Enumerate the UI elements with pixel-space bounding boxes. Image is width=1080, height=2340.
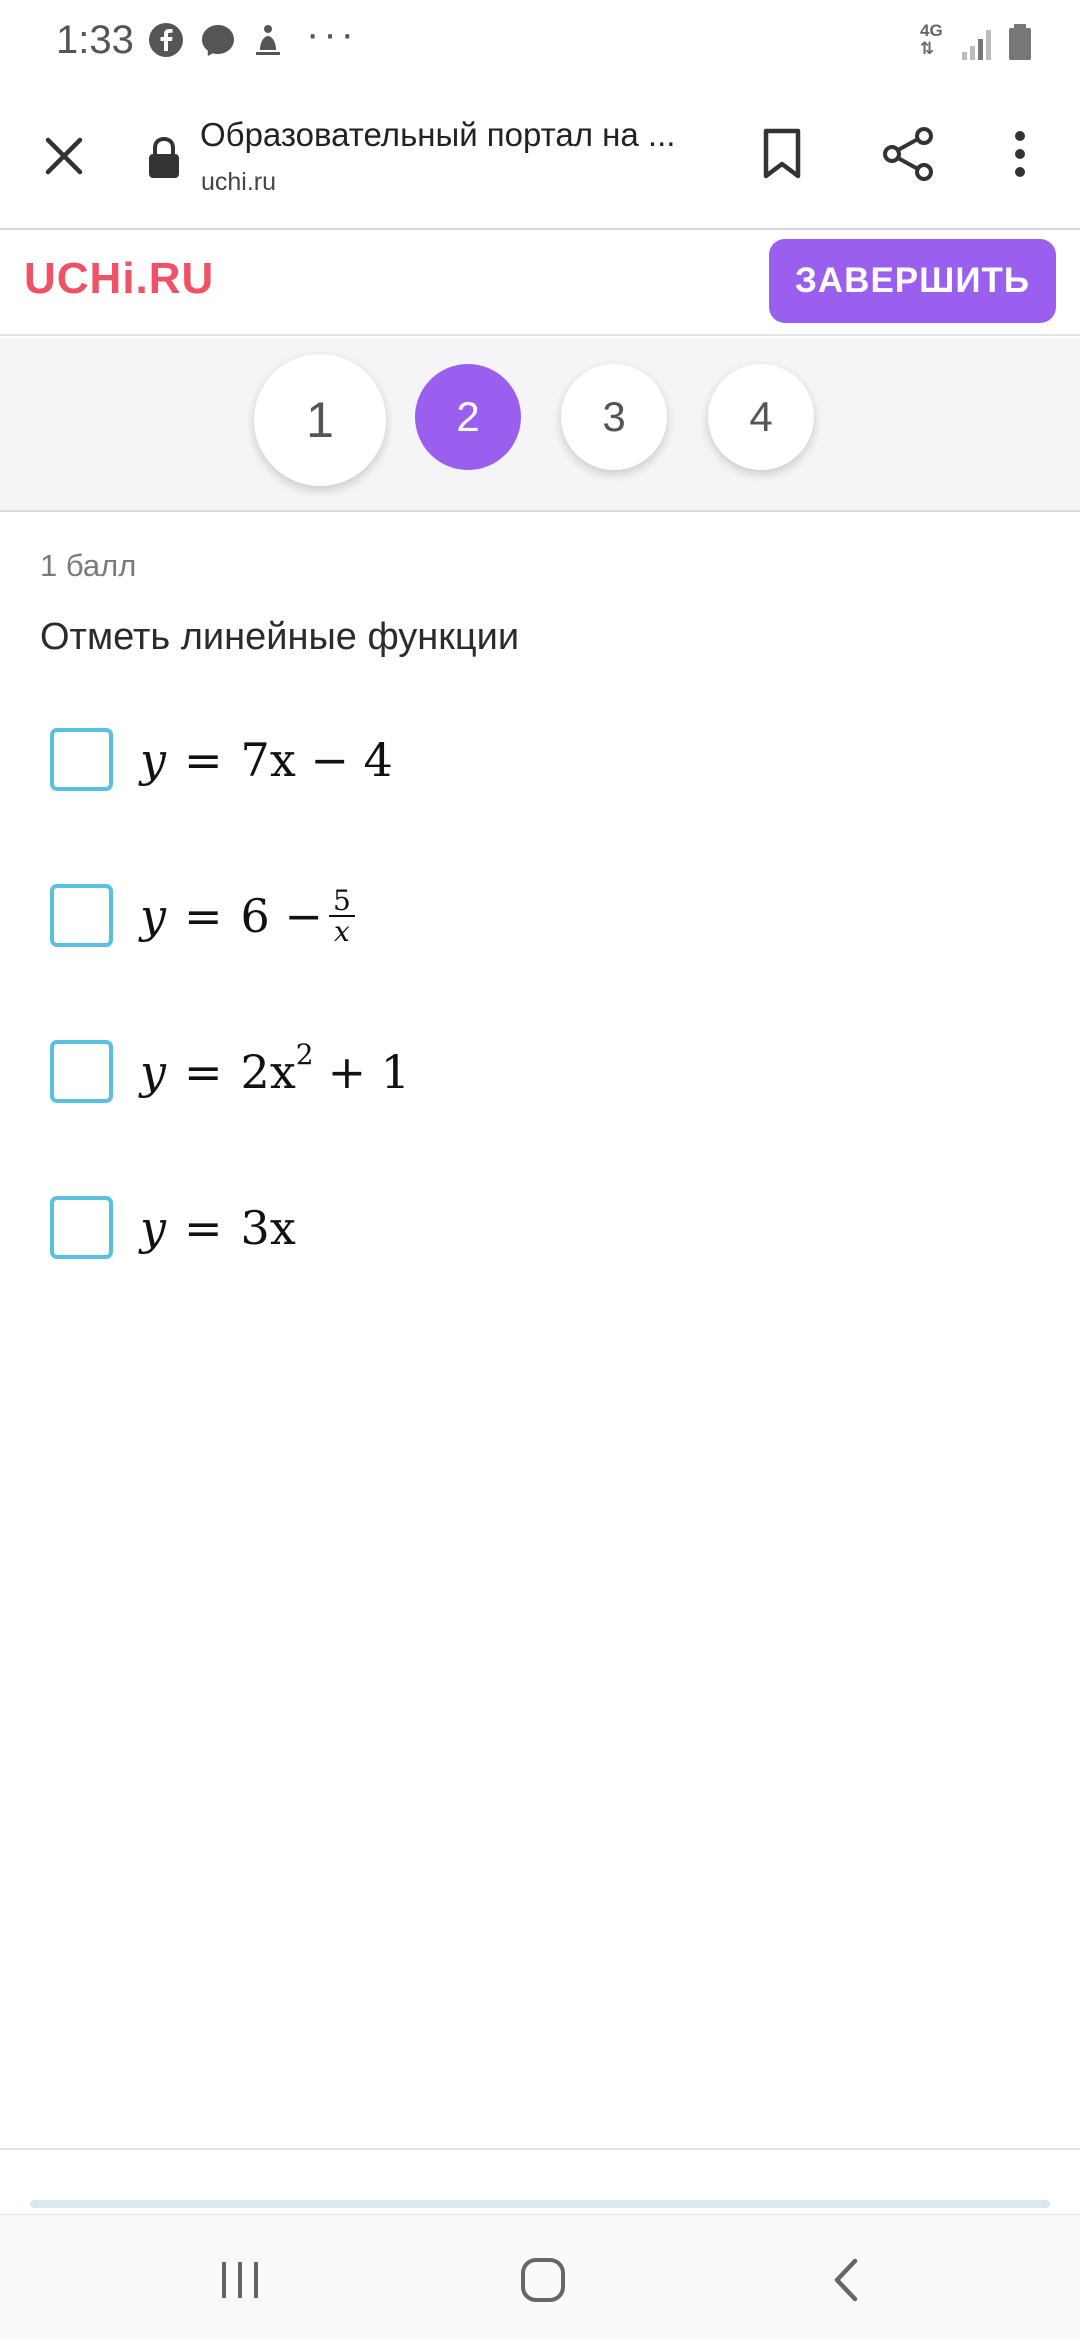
close-button[interactable]	[24, 116, 104, 196]
option-formula[interactable]: y = 6 − $\frac{5}{x}$	[140, 884, 355, 948]
page-url[interactable]: uchi.ru	[201, 168, 277, 196]
system-navigation-bar	[0, 2214, 1080, 2340]
home-icon	[519, 2256, 567, 2304]
more-icon	[1012, 128, 1028, 180]
answer-option-2[interactable]	[50, 884, 750, 948]
option-formula[interactable]: y = 2x 2 + 1	[140, 1037, 411, 1099]
question-points: 1 балл	[40, 548, 137, 583]
facebook-icon	[146, 20, 186, 60]
battery-icon	[1000, 22, 1040, 62]
answer-option-1[interactable]	[50, 728, 750, 792]
back-button[interactable]	[806, 2245, 886, 2315]
browser-toolbar	[0, 90, 1080, 230]
lock-icon	[146, 136, 182, 180]
question-nav	[0, 338, 1080, 512]
question-tab-1[interactable]: 1	[254, 354, 386, 486]
status-bar	[0, 0, 1080, 90]
close-icon	[42, 134, 86, 178]
share-button[interactable]	[868, 114, 948, 194]
bottom-divider	[0, 2148, 1080, 2150]
messenger-icon	[198, 20, 238, 60]
option-checkbox[interactable]	[50, 884, 113, 947]
question-prompt: Отметь линейные функции	[40, 616, 520, 658]
recent-apps-button[interactable]	[200, 2245, 280, 2315]
option-checkbox[interactable]	[50, 1196, 113, 1259]
answer-option-3[interactable]	[50, 1037, 750, 1104]
question-tab-4[interactable]: 4	[708, 364, 814, 470]
assistant-icon	[248, 20, 288, 60]
option-checkbox[interactable]	[50, 728, 113, 791]
signal-icon	[958, 24, 998, 64]
overflow-notifications: ···	[306, 12, 358, 56]
page-title[interactable]: Образовательный портал на ...	[200, 116, 676, 153]
site-header	[0, 232, 1080, 336]
share-icon	[880, 126, 936, 182]
network-type: 4G ⇅	[920, 21, 943, 58]
recent-apps-icon	[218, 2260, 262, 2300]
uchi-logo[interactable]: UCHi.RU	[24, 254, 215, 303]
question-tab-2[interactable]: 2	[415, 364, 521, 470]
status-time: 1:33	[56, 18, 134, 62]
option-formula[interactable]: y = 3x	[140, 1201, 296, 1255]
answer-option-4[interactable]	[50, 1196, 750, 1260]
more-options-button[interactable]	[980, 114, 1060, 194]
bookmark-icon	[760, 128, 804, 180]
bookmark-button[interactable]	[742, 114, 822, 194]
fraction: $\frac{5}{x}$	[329, 886, 355, 947]
bottom-panel-edge	[30, 2200, 1050, 2208]
option-checkbox[interactable]	[50, 1040, 113, 1103]
back-icon	[829, 2257, 863, 2303]
question-tab-3[interactable]: 3	[561, 364, 667, 470]
home-button[interactable]	[503, 2245, 583, 2315]
finish-button[interactable]: ЗАВЕРШИТЬ	[769, 239, 1056, 323]
option-formula[interactable]: y = 7x − 4	[140, 733, 393, 787]
